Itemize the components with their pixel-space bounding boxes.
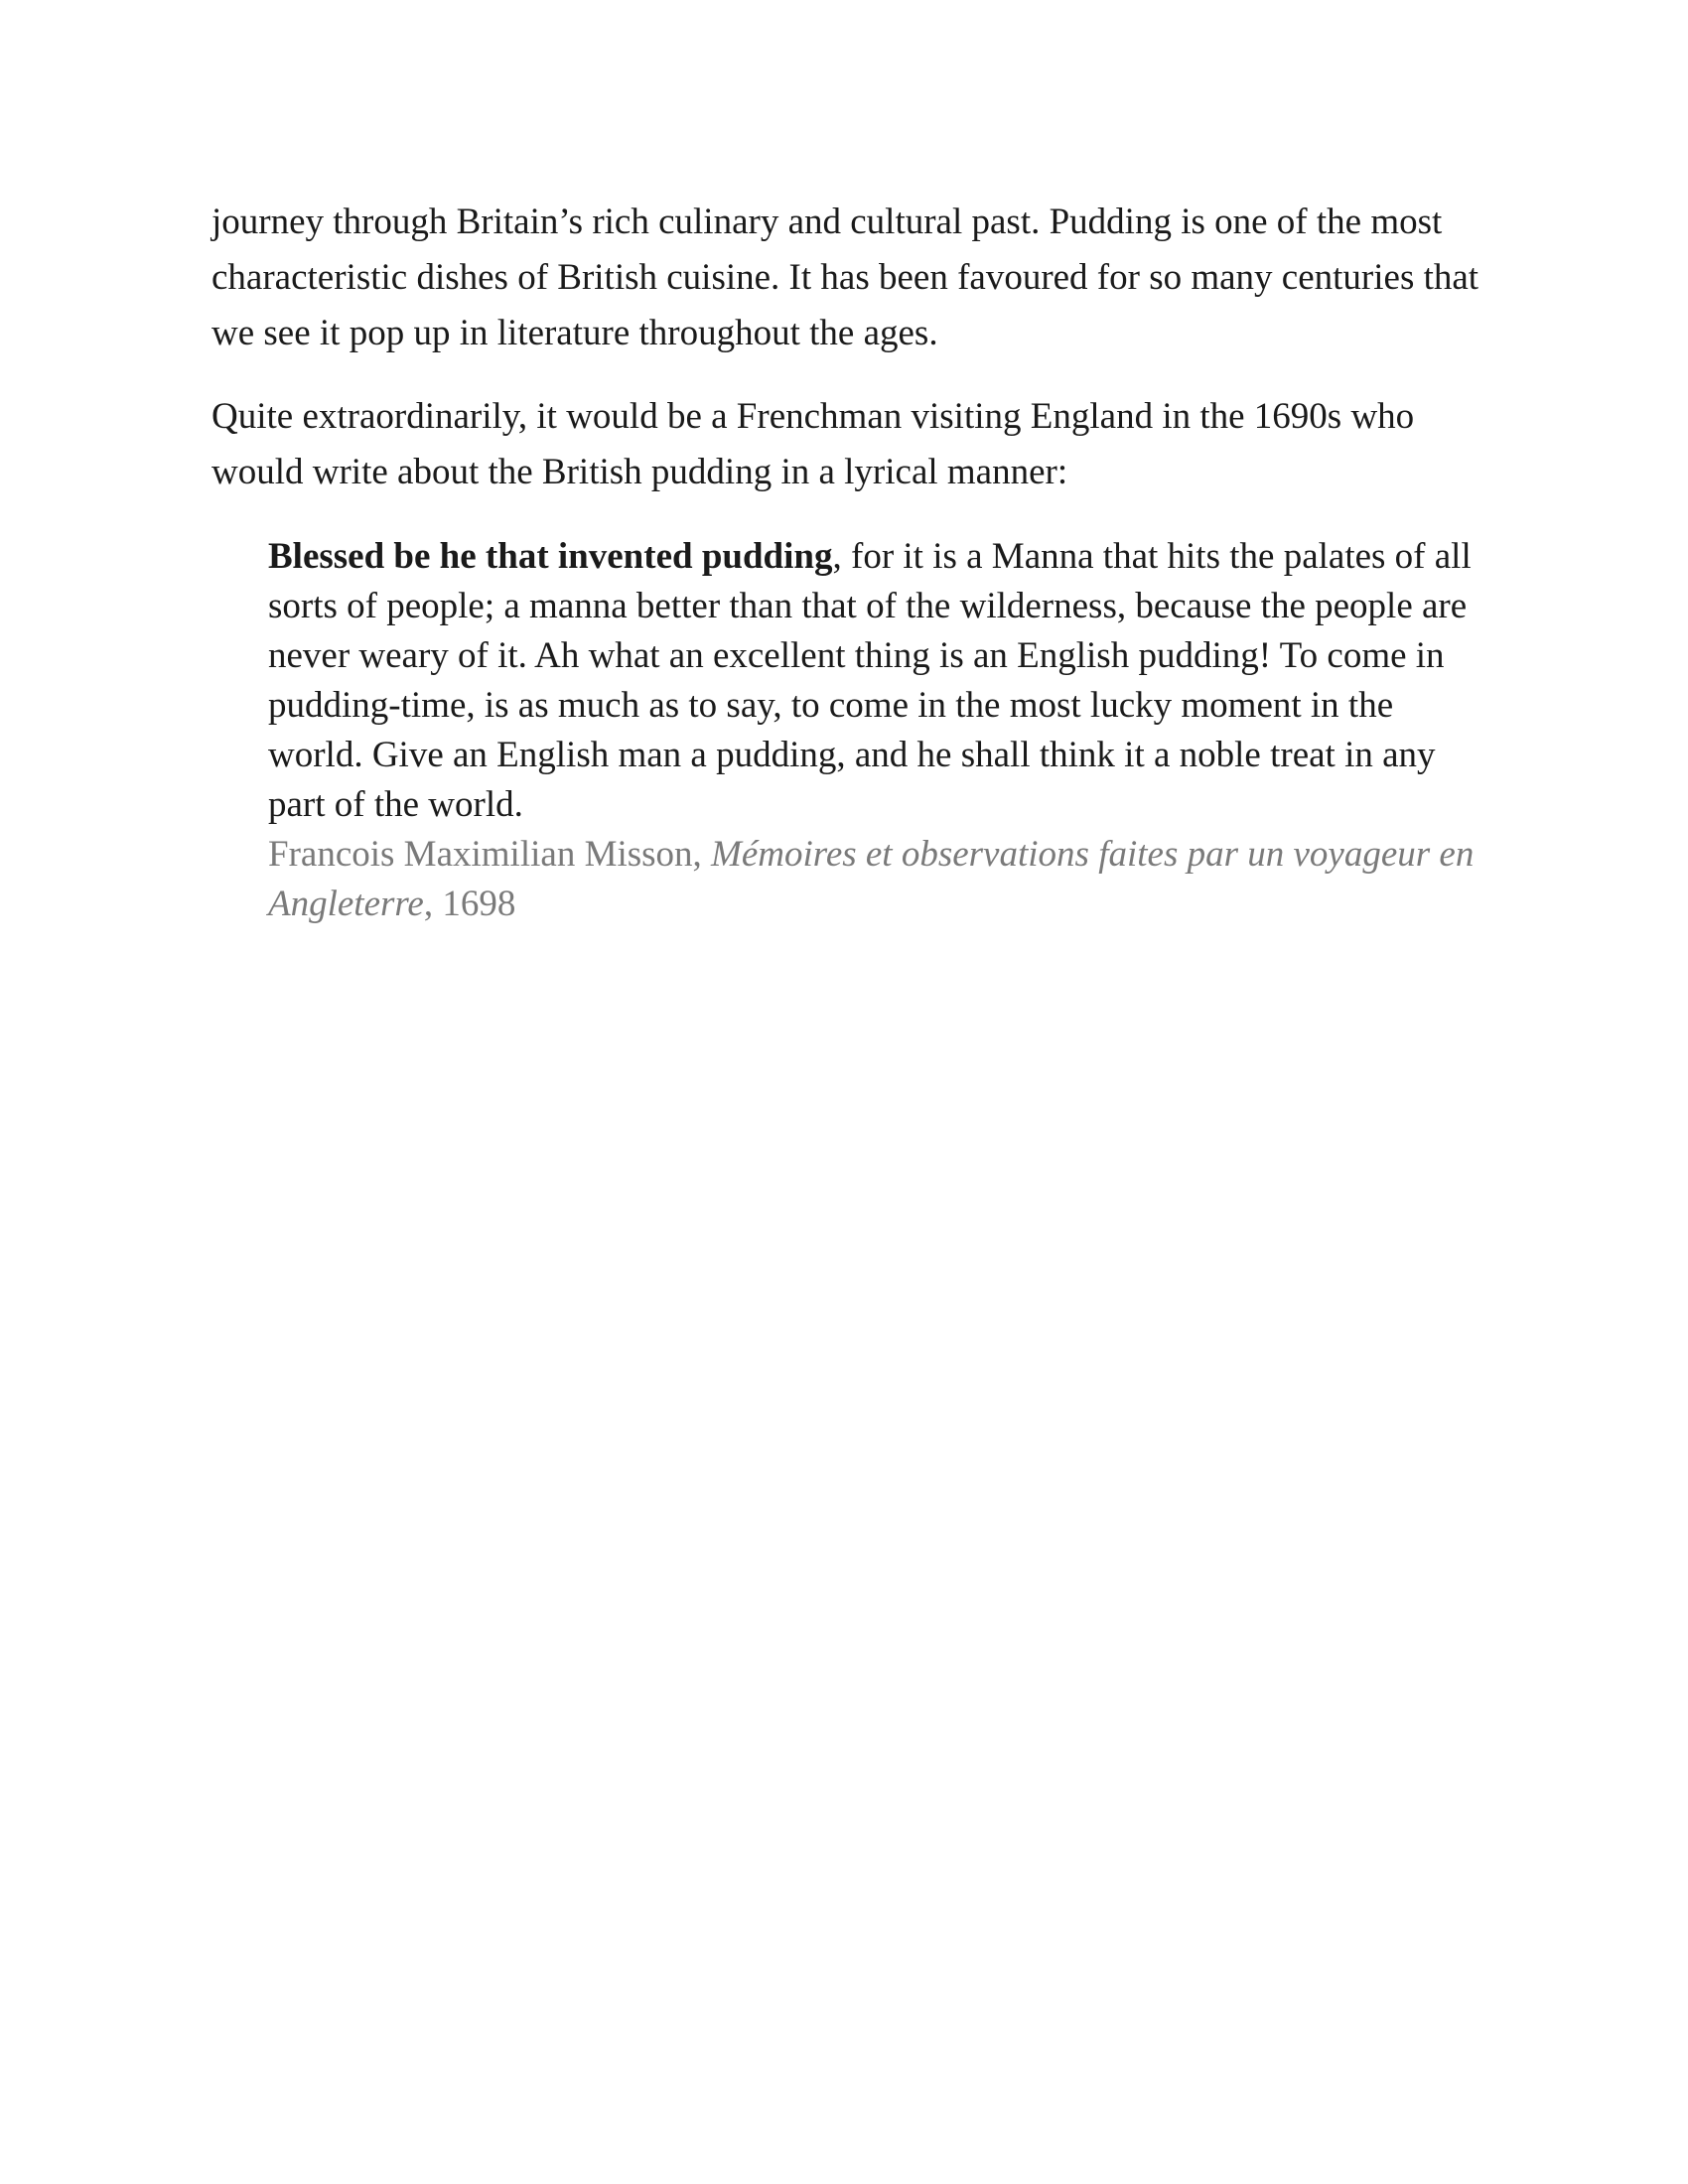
- body-paragraph-2: Quite extraordinarily, it would be a Frenchman visiting England in the 1690s who would write about the British pudding in a lyrical manner:: [211, 396, 1415, 492]
- quote-body: , for it is a Manna that hits the palates of all sorts of people; a manna better than that of the wilderness, because the people are never weary of it. Ah what an excellent thing is an English pudding! To come in pudding-time, is as much as to say, to come in the most lucky moment in the world. Give an English man a pudding, and he shall think it a noble treat in any part of the world.: [268, 536, 1472, 825]
- document-page: [211, 195, 1492, 929]
- quote-lead: Blessed be he that invented pudding: [268, 536, 833, 577]
- attribution-author: Francois Maximilian Misson,: [268, 834, 712, 875]
- quote-attribution: [268, 830, 1489, 929]
- body-paragraph-1: journey through Britain’s rich culinary and cultural past. Pudding is one of the most characteristic dishes of British cuisine. It has been favoured for so many centuries that we see it pop up in literature throughout the ages.: [211, 202, 1479, 353]
- attribution-year: , 1698: [423, 884, 516, 924]
- quote-text: [268, 532, 1489, 830]
- block-quote: [268, 532, 1489, 929]
- attribution-work: Mémoires et observations faites par un voyageur en Angleterre: [268, 834, 1475, 924]
